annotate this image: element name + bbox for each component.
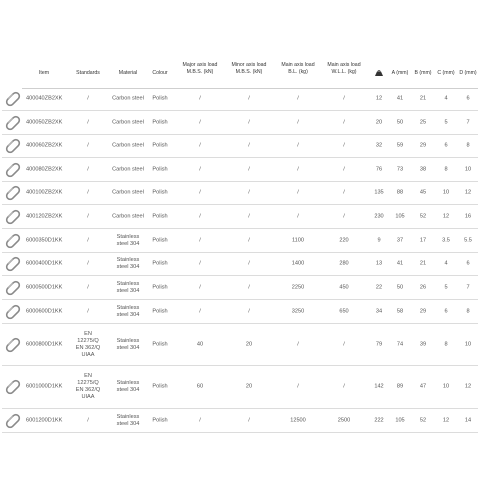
cell-C: 12 <box>442 417 450 423</box>
cell-standards <box>76 331 101 359</box>
cell-w: 22 <box>375 284 383 290</box>
cell-A: 41 <box>396 95 404 102</box>
cell-major: / <box>199 284 201 290</box>
table-header <box>2 62 478 88</box>
item-code: 400080ZB2XK <box>26 166 63 172</box>
header-weight <box>374 70 384 79</box>
cell-B: 17 <box>419 237 427 243</box>
cell-minor: / <box>248 142 250 149</box>
cell-A: 59 <box>396 142 404 149</box>
cell-wll: / <box>343 213 345 219</box>
cell-bl: / <box>297 189 299 196</box>
cell-D: 6 <box>466 260 470 267</box>
cell-material-line: steel 304 <box>116 420 140 427</box>
cell-B: 21 <box>419 95 427 102</box>
cell-A: 74 <box>396 341 404 347</box>
cell-standards <box>87 119 89 126</box>
cell-material-line: Stainless <box>116 380 140 386</box>
quick-link-icon <box>4 114 22 132</box>
cell-minor: / <box>248 95 250 102</box>
cell-minor: / <box>248 284 250 290</box>
cell-standards-line: / <box>87 260 89 267</box>
cell-wll: / <box>343 341 345 347</box>
table-row <box>2 205 478 229</box>
cell-w: 222 <box>374 417 384 423</box>
quick-link-icon <box>4 90 22 108</box>
cell-standards-line: / <box>87 142 89 149</box>
cell-wll: / <box>343 383 345 390</box>
table-row <box>2 158 478 182</box>
cell-standards <box>87 190 89 197</box>
cell-minor: / <box>248 260 250 267</box>
cell-colour: Polish <box>152 341 168 347</box>
cell-standards-line: EN <box>84 330 92 337</box>
cell-B: 52 <box>419 213 427 219</box>
cell-C: 12 <box>442 213 450 219</box>
cell-major: / <box>199 142 201 149</box>
item-code: 400060ZB2XK <box>26 142 63 149</box>
item-code: 400120ZB2XK <box>26 213 63 219</box>
cell-bl: 12500 <box>290 417 306 423</box>
cell-C: 10 <box>442 383 450 390</box>
cell-w: 142 <box>374 383 384 390</box>
table-row <box>2 366 478 409</box>
cell-major: / <box>199 417 201 423</box>
cell-B: 25 <box>419 119 427 125</box>
cell-material-line: steel 304 <box>116 387 140 393</box>
cell-colour: Polish <box>152 95 168 102</box>
cell-A: 88 <box>396 189 404 196</box>
cell-B: 21 <box>419 260 427 267</box>
cell-w: 13 <box>375 260 383 267</box>
cell-bl: / <box>297 383 299 390</box>
cell-major: / <box>199 95 201 102</box>
cell-wll: / <box>343 142 345 149</box>
header-minor-axis <box>232 62 267 76</box>
cell-material-line: Stainless <box>116 413 140 420</box>
cell-material <box>112 119 144 126</box>
cell-colour: Polish <box>152 284 168 290</box>
cell-colour: Polish <box>152 142 168 149</box>
header-colour: Colour <box>152 70 168 76</box>
cell-major: / <box>199 189 201 196</box>
quick-link-icon <box>4 232 22 250</box>
cell-B: 45 <box>419 189 427 196</box>
quick-link-icon <box>4 303 22 321</box>
cell-standards <box>87 237 89 244</box>
quick-link-icon <box>4 336 22 354</box>
cell-w: 32 <box>375 142 383 149</box>
cell-standards-line: EN <box>84 373 92 379</box>
table-row <box>2 135 478 158</box>
cell-A: 105 <box>395 417 405 423</box>
cell-material-line: Stainless <box>116 233 140 240</box>
cell-C: 10 <box>442 189 450 196</box>
item-code: 400050ZB2XK <box>26 119 63 125</box>
header-item: Item <box>38 70 50 76</box>
cell-minor: 20 <box>245 383 253 390</box>
cell-colour: Polish <box>152 308 168 314</box>
header-minor-line1: Minor axis load <box>231 62 267 68</box>
cell-C: 6 <box>444 142 448 149</box>
quick-link-icon <box>4 137 22 155</box>
cell-standards-line: / <box>87 166 89 172</box>
cell-bl: / <box>297 213 299 219</box>
cell-wll: / <box>343 189 345 196</box>
cell-material-line: Carbon steel <box>112 166 144 172</box>
cell-bl: / <box>297 166 299 172</box>
cell-material <box>117 305 140 319</box>
header-minor-line2: M.B.S. (kN) <box>235 69 263 75</box>
cell-major: / <box>199 119 201 125</box>
cell-standards-line: / <box>87 119 89 125</box>
item-code: 6000400D1KK <box>26 260 63 267</box>
cell-standards-line: UIAA <box>81 351 95 358</box>
cell-D: 7 <box>466 119 470 125</box>
cell-standards-line: UIAA <box>81 394 95 400</box>
cell-material-line: Stainless <box>116 280 140 287</box>
cell-A: 37 <box>396 237 404 243</box>
cell-minor: / <box>248 213 250 219</box>
cell-B: 29 <box>419 142 427 149</box>
cell-C: 8 <box>444 166 448 172</box>
cell-D: 6 <box>466 95 470 102</box>
cell-standards <box>87 308 89 315</box>
cell-wll: 2500 <box>337 417 351 423</box>
cell-material-line: steel 304 <box>116 287 140 294</box>
cell-D: 12 <box>464 383 472 390</box>
cell-minor: / <box>248 119 250 125</box>
cell-standards <box>87 143 89 150</box>
table-row <box>2 111 478 135</box>
cell-D: 10 <box>464 341 472 347</box>
item-code: 6001200D1KK <box>26 417 63 423</box>
cell-wll: 220 <box>339 237 349 243</box>
cell-wll: / <box>343 166 345 172</box>
cell-minor: / <box>248 417 250 423</box>
header-major-line1: Major axis load <box>182 62 218 68</box>
cell-colour: Polish <box>152 213 168 219</box>
header-D: D (mm) <box>459 70 477 76</box>
cell-B: 38 <box>419 166 427 172</box>
table-row <box>2 182 478 205</box>
cell-material-line: Stainless <box>116 304 140 311</box>
cell-material <box>112 190 144 197</box>
cell-colour: Polish <box>152 260 168 267</box>
header-main-wll <box>327 62 360 76</box>
cell-standards <box>87 213 89 220</box>
table-row <box>2 253 478 276</box>
cell-major: / <box>199 166 201 172</box>
item-code: 6000600D1KK <box>26 308 63 314</box>
cell-standards <box>87 417 89 424</box>
cell-major: / <box>199 260 201 267</box>
cell-minor: / <box>248 237 250 243</box>
cell-A: 50 <box>396 119 404 125</box>
cell-wll: 280 <box>339 260 349 267</box>
header-wll-line1: Main axis load <box>327 62 361 68</box>
cell-bl: 2250 <box>291 284 305 290</box>
cell-minor: 20 <box>245 341 253 347</box>
header-material: Material <box>118 70 138 76</box>
quick-link-icon <box>4 161 22 179</box>
cell-C: 5 <box>444 284 448 290</box>
cell-bl: / <box>297 341 299 347</box>
cell-C: 4 <box>444 95 448 102</box>
cell-material-line: steel 304 <box>116 264 140 270</box>
cell-w: 76 <box>375 166 383 172</box>
cell-C: 6 <box>444 308 448 314</box>
header-B: B (mm) <box>414 70 432 76</box>
cell-material <box>117 414 140 428</box>
quick-link-icon <box>4 255 22 273</box>
cell-w: 9 <box>377 237 381 243</box>
table-row <box>2 300 478 324</box>
cell-standards <box>87 166 89 173</box>
cell-w: 12 <box>375 95 383 102</box>
table-row <box>2 324 478 366</box>
cell-D: 10 <box>464 166 472 172</box>
cell-bl: / <box>297 119 299 125</box>
cell-w: 20 <box>375 119 383 125</box>
cell-standards <box>87 96 89 103</box>
cell-standards <box>87 261 89 268</box>
cell-D: 16 <box>464 213 472 219</box>
cell-standards-line: / <box>87 284 89 290</box>
header-major-axis <box>183 62 218 76</box>
item-code: 6000500D1KK <box>26 284 63 290</box>
cell-bl: 1400 <box>291 260 305 267</box>
table-row <box>2 88 478 111</box>
cell-colour: Polish <box>152 417 168 423</box>
cell-bl: 1100 <box>291 237 305 243</box>
cell-standards-line: EN 362/Q <box>75 344 101 351</box>
cell-material <box>117 380 140 394</box>
cell-material-line: steel 304 <box>116 344 140 351</box>
cell-standards-line: / <box>87 189 89 196</box>
header-bl-line2: B.L. (kg) <box>288 69 308 75</box>
cell-wll: 650 <box>339 308 349 314</box>
cell-colour: Polish <box>152 237 168 243</box>
cell-B: 52 <box>419 417 427 423</box>
cell-A: 105 <box>395 213 405 219</box>
cell-material <box>117 234 140 248</box>
cell-material-line: Stainless <box>116 257 140 263</box>
cell-w: 135 <box>374 189 384 196</box>
cell-material-line: Carbon steel <box>112 189 144 196</box>
item-code: 400100ZB2XK <box>26 189 63 196</box>
quick-link-icon <box>4 208 22 226</box>
cell-material-line: Carbon steel <box>112 142 144 149</box>
cell-standards-line: EN 362/Q <box>75 387 101 393</box>
header-standards: Standards <box>76 70 100 76</box>
cell-material-line: steel 304 <box>116 311 140 318</box>
table-body <box>2 88 478 433</box>
cell-material-line: Carbon steel <box>112 119 144 125</box>
cell-material <box>112 166 144 173</box>
cell-B: 29 <box>419 308 427 314</box>
cell-bl: 3250 <box>291 308 305 314</box>
cell-D: 12 <box>464 189 472 196</box>
cell-major: / <box>199 308 201 314</box>
cell-material <box>117 338 140 352</box>
cell-A: 50 <box>396 284 404 290</box>
item-code: 6001000D1KK <box>26 383 63 390</box>
cell-standards-line: / <box>87 95 89 102</box>
cell-standards-line: / <box>87 213 89 219</box>
cell-bl: / <box>297 142 299 149</box>
cell-standards-line: 12275/Q <box>77 380 99 386</box>
quick-link-icon <box>4 412 22 430</box>
cell-major: / <box>199 237 201 243</box>
item-code: 6000800D1KK <box>26 341 63 347</box>
cell-w: 34 <box>375 308 383 314</box>
header-C: C (mm) <box>437 70 455 76</box>
header-main-bl <box>281 62 314 76</box>
header-A: A (mm) <box>391 70 409 76</box>
quick-link-icon <box>4 279 22 297</box>
item-code: 400040ZB2XK <box>26 95 63 102</box>
header-bl-line1: Main axis load <box>281 62 315 68</box>
cell-B: 26 <box>419 284 427 290</box>
cell-minor: / <box>248 189 250 196</box>
table-row <box>2 409 478 433</box>
cell-material-line: Carbon steel <box>112 95 144 102</box>
cell-A: 41 <box>396 260 404 267</box>
cell-A: 73 <box>396 166 404 172</box>
header-wll-line2: W.L.L. (kg) <box>331 69 357 75</box>
cell-standards-line: 12275/Q <box>77 337 99 344</box>
cell-D: 8 <box>466 142 470 149</box>
cell-minor: / <box>248 166 250 172</box>
weight-icon <box>374 70 384 76</box>
quick-link-icon <box>4 184 22 202</box>
cell-bl: / <box>297 95 299 102</box>
cell-material <box>112 213 144 220</box>
cell-w: 79 <box>375 341 383 347</box>
cell-material-line: Stainless <box>116 337 140 344</box>
cell-w: 230 <box>374 213 384 219</box>
cell-material-line: steel 304 <box>116 240 140 247</box>
cell-C: 5 <box>444 119 448 125</box>
cell-minor: / <box>248 308 250 314</box>
cell-wll: / <box>343 95 345 102</box>
table-row <box>2 229 478 253</box>
cell-A: 58 <box>396 308 404 314</box>
cell-standards <box>76 373 101 401</box>
cell-C: 3.5 <box>442 237 450 243</box>
cell-B: 47 <box>419 383 427 390</box>
item-code: 6000350D1KK <box>26 237 63 243</box>
cell-colour: Polish <box>152 189 168 196</box>
cell-standards-line: / <box>87 237 89 243</box>
cell-major: 60 <box>196 383 204 390</box>
cell-colour: Polish <box>152 119 168 125</box>
product-table <box>2 62 478 433</box>
cell-standards-line: / <box>87 417 89 423</box>
cell-standards-line: / <box>87 308 89 314</box>
cell-D: 14 <box>464 417 472 423</box>
cell-wll: / <box>343 119 345 125</box>
cell-material <box>112 143 144 150</box>
cell-colour: Polish <box>152 166 168 172</box>
cell-colour: Polish <box>152 383 168 390</box>
cell-material <box>117 281 140 295</box>
cell-C: 4 <box>444 260 448 267</box>
cell-material-line: Carbon steel <box>112 213 144 219</box>
cell-material <box>117 257 140 271</box>
table-row <box>2 276 478 300</box>
cell-D: 5.5 <box>464 237 472 243</box>
cell-D: 8 <box>466 308 470 314</box>
cell-material <box>112 96 144 103</box>
cell-major: 40 <box>196 341 204 347</box>
header-major-line2: M.B.S. (kN) <box>186 69 214 75</box>
cell-C: 8 <box>444 341 448 347</box>
cell-D: 7 <box>466 284 470 290</box>
cell-B: 39 <box>419 341 427 347</box>
cell-wll: 450 <box>339 284 349 290</box>
quick-link-icon <box>4 378 22 396</box>
cell-A: 89 <box>396 383 404 390</box>
cell-standards <box>87 284 89 291</box>
cell-major: / <box>199 213 201 219</box>
